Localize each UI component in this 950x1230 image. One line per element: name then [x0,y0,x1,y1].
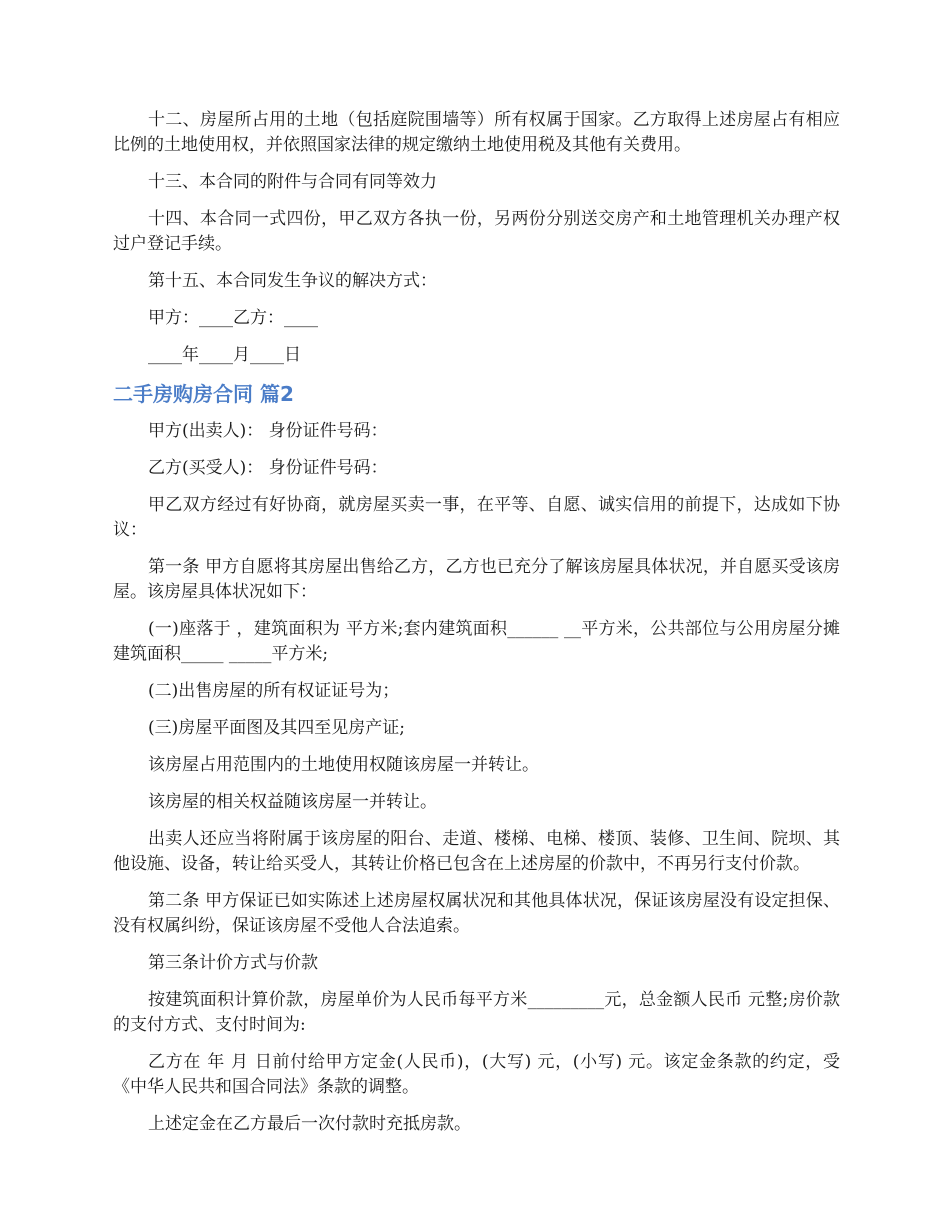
section-heading: 二手房购房合同 篇2 [113,382,294,406]
date-line: ____年____月____日 [148,345,301,365]
clause-14: 十四、本合同一式四份，甲乙双方各执一份，另两份分别送交房产和土地管理机关办理产权过户登记手续。 [113,209,840,254]
deposit-paragraph: 乙方在 年 月 日前付给甲方定金(人民币)，(大写) 元，(小写) 元。该定金条款的约定，受《中华人民共和国合同法》条款的调整。 [113,1052,840,1097]
article-2: 第二条 甲方保证已如实陈述上述房屋权属状况和其他具体状况，保证该房屋没有设定担保、没有权属纠纷，保证该房屋不受他人合法追索。 [113,891,840,936]
rights-transfer: 该房屋的相关权益随该房屋一并转让。 [148,792,437,812]
article-1-item-3: (三)房屋平面图及其四至见房产证; [148,718,405,738]
article-1: 第一条 甲方自愿将其房屋出售给乙方，乙方也已充分了解该房屋具体状况，并自愿买受该房屋。该房屋具体状况如下： [113,557,840,602]
clause-12: 十二、房屋所占用的土地（包括庭院围墙等）所有权属于国家。乙方取得上述房屋占有相应比例的土地使用权，并依照国家法律的规定缴纳土地使用税及其他有关费用。 [113,110,840,155]
article-1-item-1: (一)座落于 ，建筑面积为 平方米;套内建筑面积______ __平方米，公共部位与公用房屋分摊建筑面积_____ _____平方米; [113,619,840,664]
document-body [113,108,840,1149]
article-3: 第三条计价方式与价款 [148,953,318,973]
party-b-line: 乙方(买受人)： 身份证件号码： [148,458,388,478]
party-a-line: 甲方(出卖人)： 身份证件号码： [148,421,388,441]
deposit-offset: 上述定金在乙方最后一次付款时充抵房款。 [148,1114,471,1134]
attachments-transfer: 出卖人还应当将附属于该房屋的阳台、走道、楼梯、电梯、楼顶、装修、卫生间、院坝、其他设施、设备，转让给买受人，其转让价格已包含在上述房屋的价款中，不再另行支付价款。 [113,829,840,874]
article-1-item-2: (二)出售房屋的所有权证证号为； [148,681,400,701]
agreement-intro: 甲乙双方经过有好协商，就房屋买卖一事，在平等、自愿、诚实信用的前提下，达成如下协议： [113,495,840,540]
clause-13: 十三、本合同的附件与合同有同等效力 [148,172,437,192]
land-use-transfer: 该房屋占用范围内的土地使用权随该房屋一并转让。 [148,755,539,775]
pricing-paragraph: 按建筑面积计算价款，房屋单价为人民币每平方米_________元，总金额人民币 元整;房价款的支付方式、支付时间为: [113,990,840,1035]
signature-line: 甲方：____乙方：____ [148,308,318,328]
clause-15: 第十五、本合同发生争议的解决方式： [148,271,437,291]
